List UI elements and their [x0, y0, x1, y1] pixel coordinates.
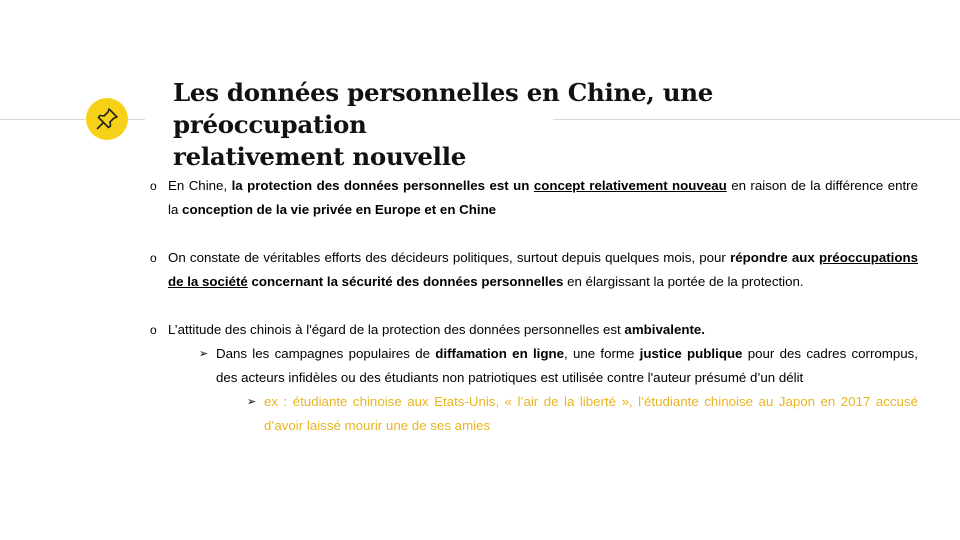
title-line-1: Les données personnelles en Chine, une préoccupation: [173, 78, 714, 139]
b1-text-5: conception de la vie privée en Europe et en Chine: [182, 202, 497, 217]
bullet-item-policy-efforts: [148, 246, 918, 294]
b3-text-2: ambivalente.: [624, 322, 705, 337]
b2-text-1: On constate de véritables efforts des décideurs politiques, surtout depuis quelques mois, pour: [168, 250, 731, 265]
title-line-2: relativement nouvelle: [173, 142, 466, 171]
bullet-item-ambivalent-attitude: [148, 318, 918, 342]
b2-text-5: en élargissant la portée de la protection.: [563, 274, 804, 289]
arrow-bullet-icon: ➢: [247, 396, 257, 408]
b1-text-4: en raison de la différence entre la: [168, 178, 919, 217]
pushpin-icon: [94, 106, 120, 132]
page-title: [173, 77, 913, 173]
pushpin-badge: [86, 98, 128, 140]
sub-sub-bullet-example: [247, 390, 918, 438]
b2-text-4: concernant la sécurité des données personnelles: [247, 274, 564, 289]
circle-bullet-icon: o: [150, 323, 157, 337]
example-text: ex : étudiante chinoise aux Etats-Unis, « l’air de la liberté », l’étudiante chinoise au Japon en 2017 accusé d’avoir laissé mourir une de ses amies: [264, 394, 918, 433]
sub1-text-2: diffamation en ligne: [435, 346, 564, 361]
sub1-text-1: Dans les campagnes populaires de: [216, 346, 436, 361]
sub1-text-4: justice publique: [639, 346, 743, 361]
b1-text-2: la protection des données personnelles est un: [231, 178, 534, 193]
b2-text-3: préoccupations de la société: [168, 250, 919, 289]
slide-content: [148, 174, 918, 438]
b3-text-1: L’attitude des chinois à l'égard de la protection des données personnelles est: [168, 322, 625, 337]
b1-text-3: concept relativement nouveau: [533, 178, 727, 193]
circle-bullet-icon: o: [150, 251, 157, 265]
sub1-text-5: pour des cadres corrompus, des acteurs infidèles ou des étudiants non patriotiques est utilisée contre l'auteur présumé d’un délit: [216, 346, 918, 385]
b2-text-2: répondre aux: [730, 250, 819, 265]
arrow-bullet-icon: ➢: [199, 348, 209, 360]
sub1-text-3: , une forme: [564, 346, 640, 361]
circle-bullet-icon: o: [150, 179, 157, 193]
sub-bullet-online-defamation: [199, 342, 918, 390]
b1-text-1: En Chine,: [168, 178, 232, 193]
bullet-item-privacy-concept: [148, 174, 918, 222]
